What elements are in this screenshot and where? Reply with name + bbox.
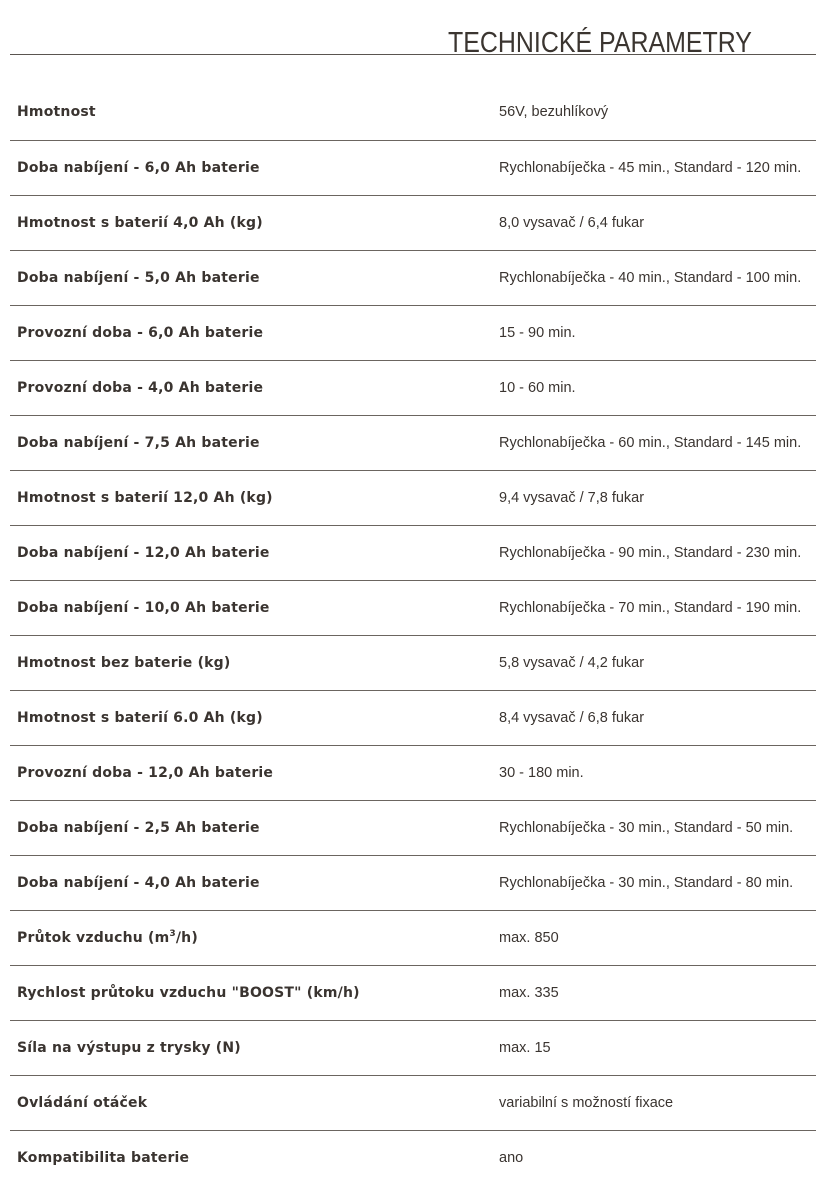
table-row xyxy=(10,965,816,1020)
table-row xyxy=(10,85,816,140)
spec-table xyxy=(10,85,816,1184)
page-title: TECHNICKÉ PARAMETRY xyxy=(448,27,752,60)
spec-label: Ovládání otáček xyxy=(10,1075,492,1130)
spec-value: 8,0 vysavač / 6,4 fukar xyxy=(492,195,816,250)
table-row xyxy=(10,690,816,745)
spec-value: 8,4 vysavač / 6,8 fukar xyxy=(492,690,816,745)
spec-label: Hmotnost xyxy=(17,104,96,121)
spec-value: 30 - 180 min. xyxy=(492,745,816,800)
spec-value: Rychlonabíječka - 45 min., Standard - 120 min. xyxy=(492,140,816,195)
table-row xyxy=(10,525,816,580)
spec-value: 15 - 90 min. xyxy=(492,305,816,360)
table-row xyxy=(10,470,816,525)
spec-value: Rychlonabíječka - 30 min., Standard - 80 min. xyxy=(492,855,816,910)
spec-label: Doba nabíjení - 12,0 Ah baterie xyxy=(10,525,492,580)
table-row xyxy=(10,800,816,855)
spec-label-text: /h) xyxy=(175,929,198,946)
table-row xyxy=(10,305,816,360)
spec-value: 9,4 vysavač / 7,8 fukar xyxy=(492,470,816,525)
spec-label: Doba nabíjení - 2,5 Ah baterie xyxy=(10,800,492,855)
spec-label: Provozní doba - 12,0 Ah baterie xyxy=(10,745,492,800)
spec-label: Doba nabíjení - 7,5 Ah baterie xyxy=(10,415,492,470)
spec-label: Provozní doba - 4,0 Ah baterie xyxy=(10,360,492,415)
spec-value: 56V, bezuhlíkový xyxy=(499,104,609,121)
spec-label: Rychlost průtoku vzduchu "BOOST" (km/h) xyxy=(10,965,492,1020)
table-row xyxy=(10,195,816,250)
spec-value: Rychlonabíječka - 40 min., Standard - 100 min. xyxy=(492,250,816,305)
spec-value: max. 335 xyxy=(492,965,816,1020)
spec-value: ano xyxy=(492,1130,816,1184)
table-row xyxy=(10,910,816,965)
superscript: 3 xyxy=(169,928,176,939)
spec-label: Síla na výstupu z trysky (N) xyxy=(10,1020,492,1075)
table-row xyxy=(10,140,816,195)
spec-label: Hmotnost s baterií 6.0 Ah (kg) xyxy=(10,690,492,745)
spec-value: Rychlonabíječka - 70 min., Standard - 190 min. xyxy=(492,580,816,635)
table-row xyxy=(10,360,816,415)
spec-label: Doba nabíjení - 5,0 Ah baterie xyxy=(10,250,492,305)
table-row xyxy=(10,1130,816,1184)
spec-value: variabilní s možností fixace xyxy=(492,1075,816,1130)
header xyxy=(10,0,816,60)
spec-label: Doba nabíjení - 10,0 Ah baterie xyxy=(10,580,492,635)
table-row xyxy=(10,250,816,305)
table-row xyxy=(10,745,816,800)
table-row xyxy=(10,635,816,690)
table-row xyxy=(10,855,816,910)
spec-value: 10 - 60 min. xyxy=(492,360,816,415)
table-row xyxy=(10,1075,816,1130)
spec-label: Provozní doba - 6,0 Ah baterie xyxy=(10,305,492,360)
spec-label: Doba nabíjení - 4,0 Ah baterie xyxy=(10,855,492,910)
spec-label: Hmotnost s baterií 12,0 Ah (kg) xyxy=(10,470,492,525)
spec-value: Rychlonabíječka - 90 min., Standard - 230 min. xyxy=(492,525,816,580)
spec-label: Kompatibilita baterie xyxy=(10,1130,492,1184)
table-row xyxy=(10,580,816,635)
spec-label xyxy=(10,910,492,965)
table-row xyxy=(10,415,816,470)
spec-label: Hmotnost bez baterie (kg) xyxy=(10,635,492,690)
spec-value: max. 15 xyxy=(492,1020,816,1075)
table-row xyxy=(10,1020,816,1075)
spec-value: Rychlonabíječka - 30 min., Standard - 50 min. xyxy=(492,800,816,855)
spec-value: Rychlonabíječka - 60 min., Standard - 145 min. xyxy=(492,415,816,470)
spec-label: Doba nabíjení - 6,0 Ah baterie xyxy=(10,140,492,195)
spec-value: max. 850 xyxy=(492,910,816,965)
spec-value: 5,8 vysavač / 4,2 fukar xyxy=(492,635,816,690)
spec-label-text: Průtok vzduchu (m xyxy=(17,929,170,946)
spec-label: Hmotnost s baterií 4,0 Ah (kg) xyxy=(10,195,492,250)
